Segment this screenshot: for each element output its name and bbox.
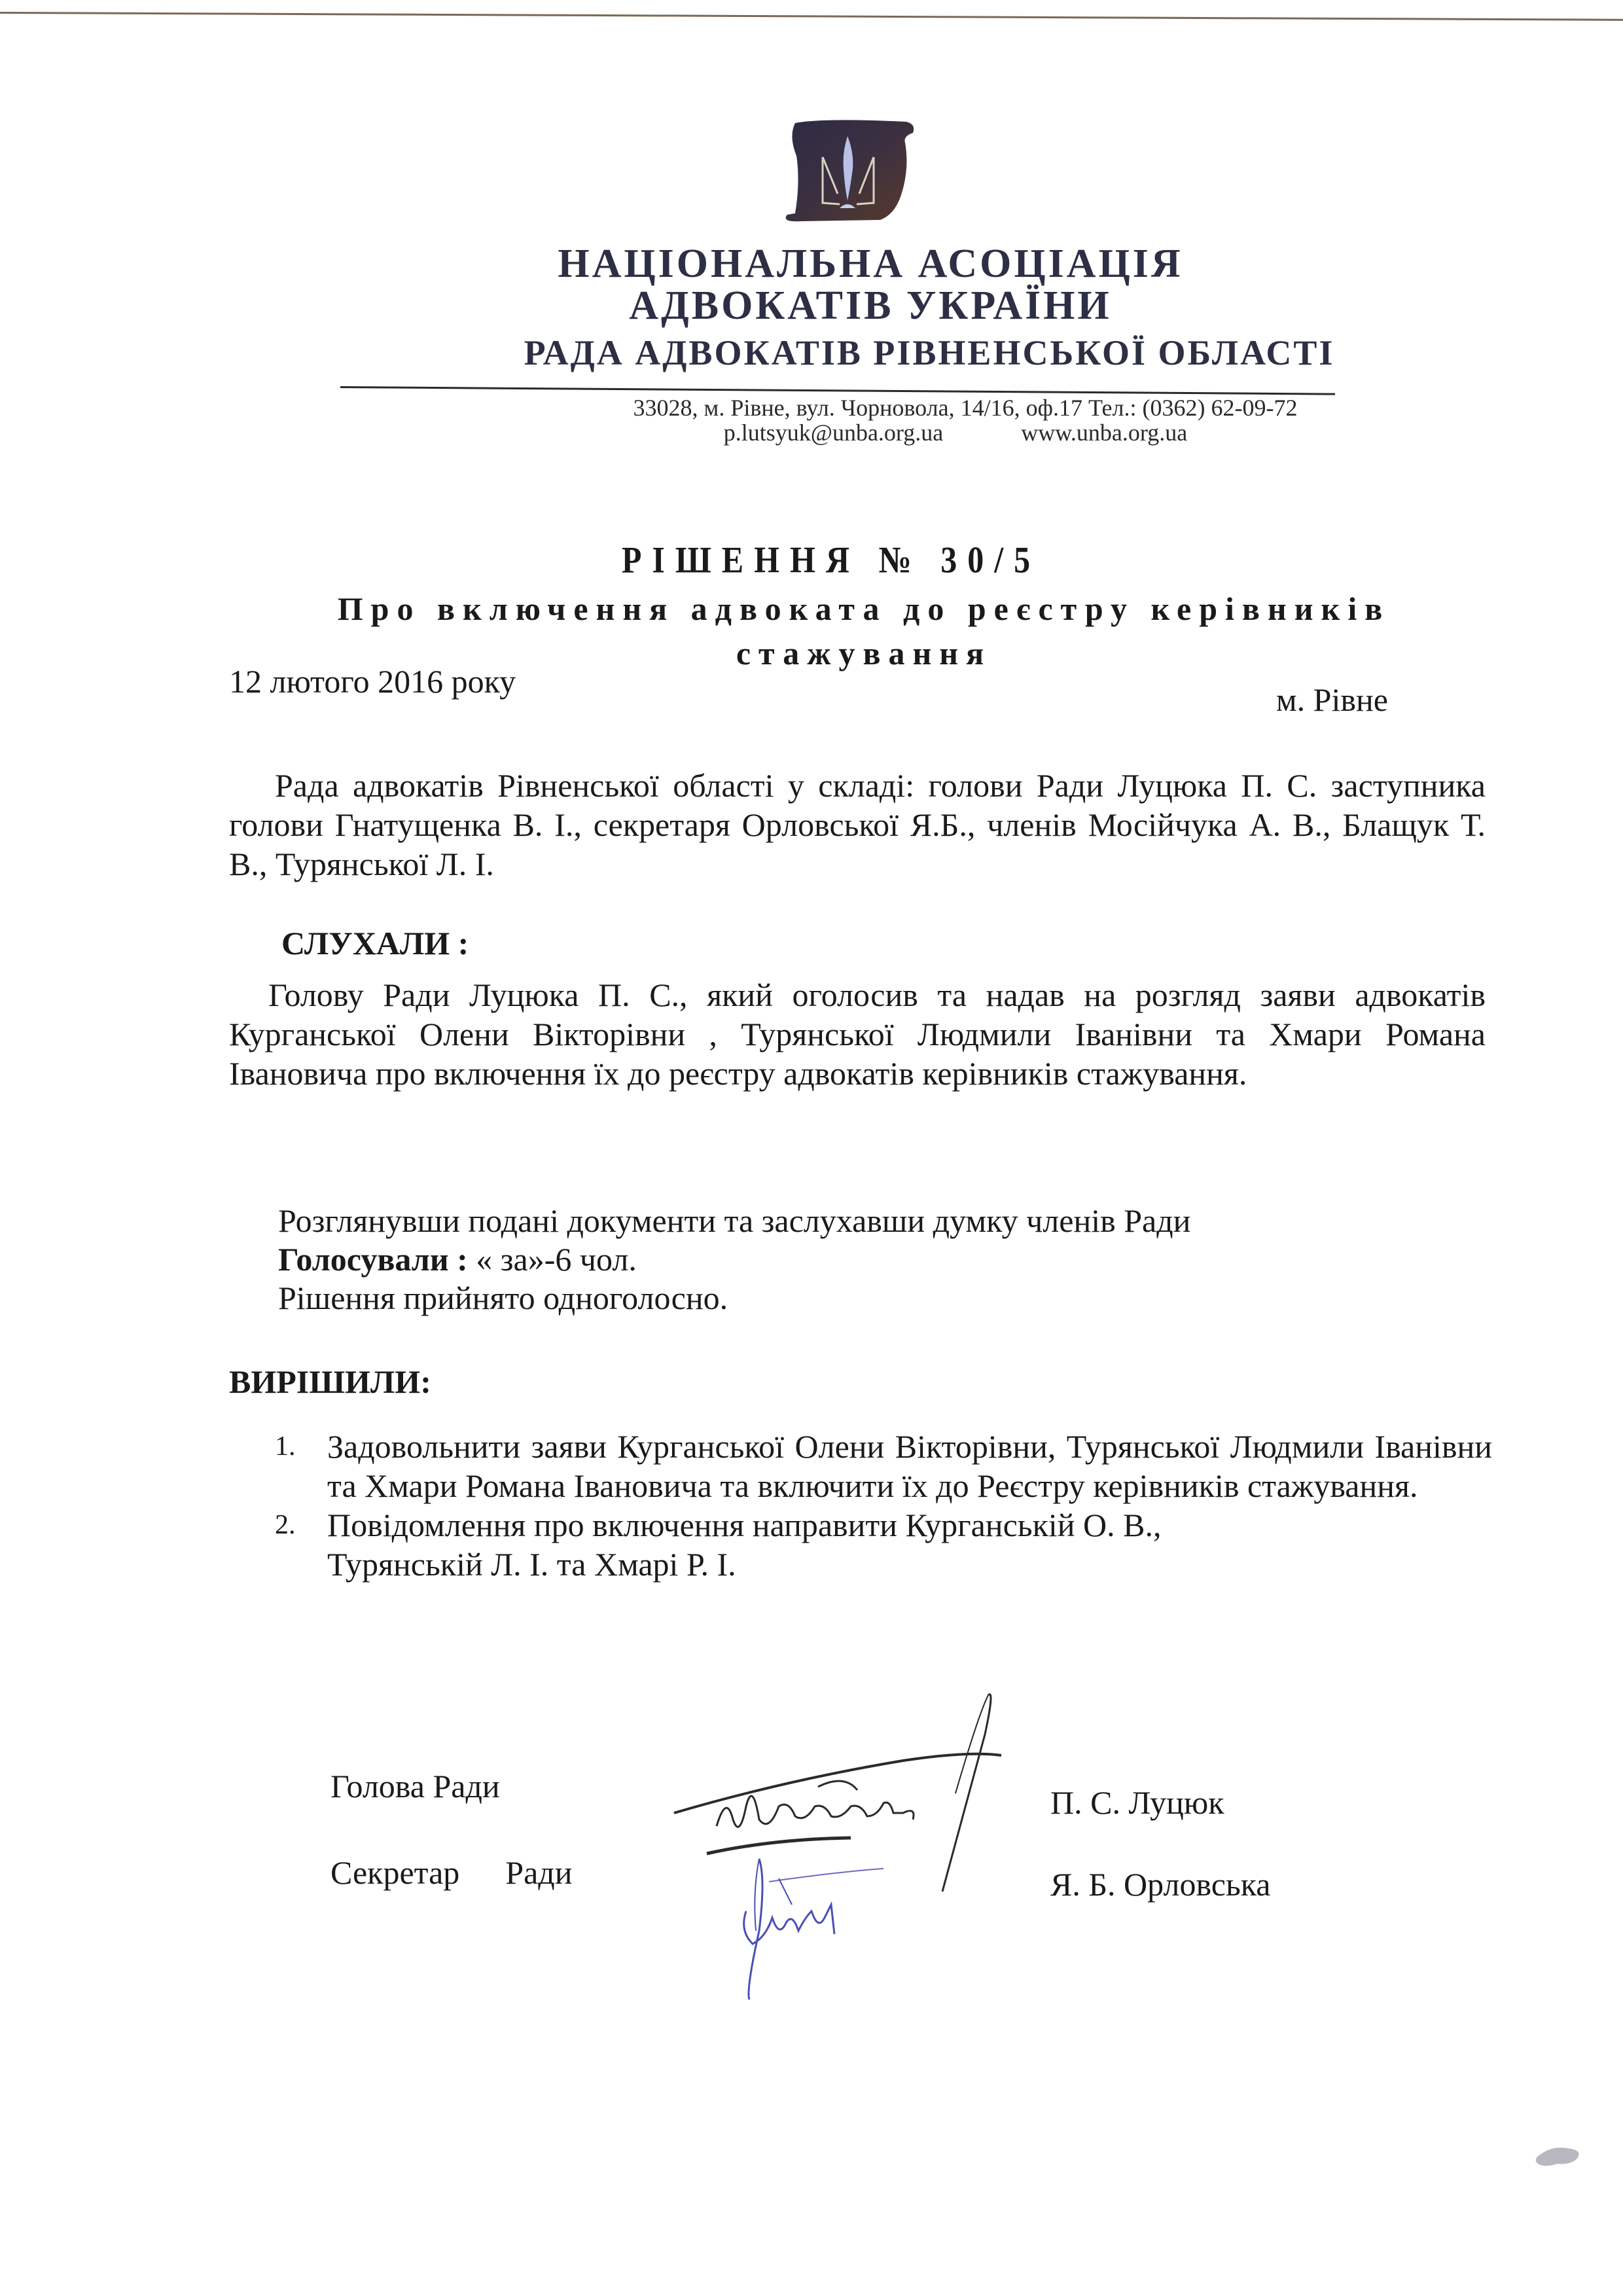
- org-council-name: РАДА АДВОКАТІВ РІВНЕНСЬКОЇ ОБЛАСТІ: [524, 333, 1335, 372]
- decided-item: [275, 1505, 1492, 1584]
- chair-label: Голова Ради: [330, 1768, 500, 1804]
- review-text: Розглянувши подані документи та заслухавши думку членів Ради: [278, 1202, 1191, 1239]
- org-name-line2: АДВОКАТІВ УКРАЇНИ: [629, 283, 1112, 328]
- vote-value: « за»-6 чол.: [476, 1241, 637, 1278]
- scroll-with-trident-and-candle-icon: [782, 117, 923, 228]
- decision-title: РІШЕННЯ № 30/5: [621, 538, 1041, 581]
- decision-city: м. Рівне: [1276, 681, 1388, 718]
- decided-item: [275, 1427, 1492, 1505]
- unanimous-text: Рішення прийнято одноголосно.: [278, 1280, 728, 1316]
- org-address: 33028, м. Рівне, вул. Чорновола, 14/16, оф.17 Тел.: (0362) 62-09-72: [633, 395, 1298, 421]
- scan-stain: [1531, 2145, 1584, 2172]
- vote-result: [278, 1240, 637, 1278]
- decided-item-number: 2.: [275, 1510, 296, 1540]
- org-website: www.unba.org.ua: [1021, 420, 1188, 446]
- chair-name: П. С. Луцюк: [1050, 1784, 1224, 1821]
- heard-text: Голову Ради Луцюка П. С., який оголосив та надав на розгляд заяви адвокатів Курганської Олени Вікторівни , Турянської Людмили Іванівни та Хмари Романа Івановича про включення їх до реєстру адвокатів керівників стажування.: [229, 977, 1486, 1092]
- org-contacts: [0, 419, 1623, 446]
- decision-date: 12 лютого 2016 року: [229, 663, 516, 700]
- secretary-signature: [720, 1852, 955, 2003]
- decided-item-text-line1: Повідомлення про включення направити Курганській О. В.,: [327, 1507, 1162, 1543]
- secretary-label: Секретар Ради: [330, 1854, 573, 1891]
- decided-item-number: 1.: [275, 1431, 296, 1462]
- decided-heading: ВИРІШИЛИ:: [229, 1363, 431, 1400]
- decided-item-text: Задовольнити заяви Курганської Олени Вікторівни, Турянської Людмили Іванівни та Хмари Романа Івановича та включити їх до Реєстру керівників стажування.: [327, 1428, 1492, 1504]
- org-email: p.lutsyuk@unba.org.ua: [723, 420, 944, 446]
- vote-label: Голосували :: [278, 1241, 468, 1278]
- decided-list: [275, 1427, 1492, 1584]
- org-name-line1: НАЦІОНАЛЬНА АСОЦІАЦІЯ: [558, 242, 1183, 286]
- decision-subject: Про включення адвоката до реєстру керівників стажування: [337, 590, 1391, 672]
- heard-heading: СЛУХАЛИ :: [281, 925, 469, 961]
- decided-item-text-line2: Турянській Л. І. та Хмарі Р. І.: [327, 1546, 736, 1583]
- scan-page-edge: [0, 12, 1623, 21]
- chair-signature: [654, 1676, 1113, 1898]
- secretary-name: Я. Б. Орловська: [1050, 1866, 1271, 1903]
- council-composition: Рада адвокатів Рівненської області у складі: голови Ради Луцюка П. С. заступника голови Гнатущенка В. І., секретаря Орловської Я.Б., членів Мосійчука А. В., Блащук Т. В., Турянської Л. І.: [229, 767, 1486, 882]
